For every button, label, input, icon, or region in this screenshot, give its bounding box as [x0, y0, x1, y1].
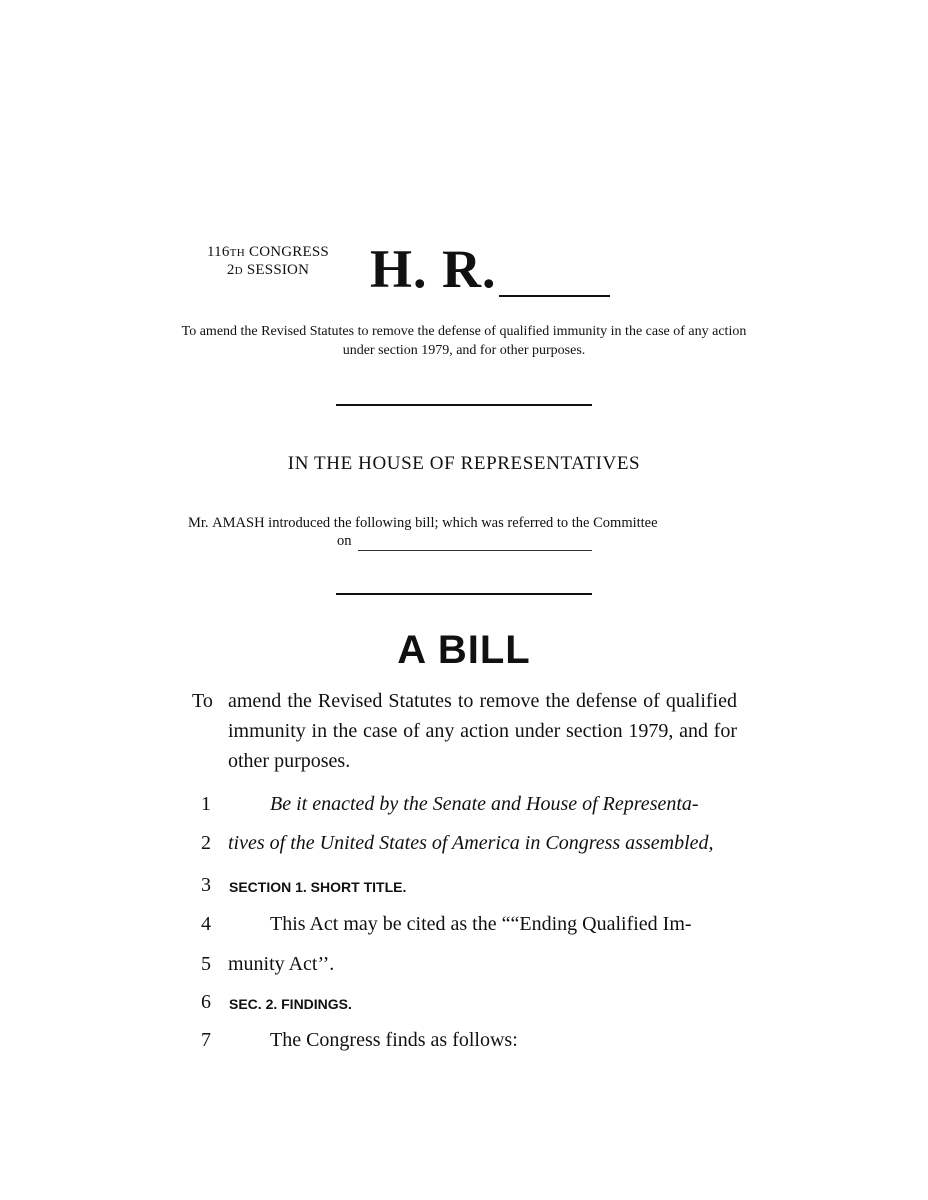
line-number: 5: [201, 953, 211, 975]
short-title-text: This Act may be cited as the ““Ending Qualified Im-: [270, 913, 692, 935]
congress-label: 116TH CONGRESS: [207, 244, 329, 260]
enacting-clause-line: Be it enacted by the Senate and House of Representa-: [270, 793, 699, 815]
divider: [336, 593, 592, 595]
line-number: 2: [201, 832, 211, 854]
line-number: 1: [201, 793, 211, 815]
section-heading: SECTION 1. SHORT TITLE.: [229, 879, 407, 895]
long-title-body: amend the Revised Statutes to remove the defense of qualified immunity in the case of any action under section 1979, and for other purposes.: [228, 690, 737, 772]
sponsor-prefix: Mr.: [188, 515, 209, 531]
bill-summary: To amend the Revised Statutes to remove the defense of qualified immunity in the case of any action under section 1979, and for other purposes.: [181, 324, 747, 358]
bill-designation: H. R.: [370, 239, 497, 299]
introduction-text: introduced the following bill; which was referred to the Committee: [268, 515, 658, 531]
line-number: 3: [201, 874, 211, 896]
short-title-text: munity Act’’.: [228, 953, 335, 975]
introduction-statement: [188, 514, 740, 533]
section-heading: SEC. 2. FINDINGS.: [229, 996, 352, 1012]
divider: [336, 404, 592, 406]
line-number: 4: [201, 913, 211, 935]
committee-on-label: on: [337, 533, 352, 549]
line-number: 7: [201, 1029, 211, 1051]
chamber-heading: IN THE HOUSE OF REPRESENTATIVES: [287, 453, 641, 474]
bill-heading: A BILL: [397, 628, 531, 672]
sponsor-name: AMASH: [212, 515, 265, 531]
session-label: 2D SESSION: [226, 262, 310, 278]
enacting-clause-line: tives of the United States of America in Congress assembled,: [228, 832, 714, 854]
committee-blank: [358, 550, 592, 551]
bill-number-blank: [499, 295, 610, 297]
long-title-to: To: [192, 690, 213, 712]
congress-session: [192, 244, 344, 280]
findings-intro: The Congress finds as follows:: [270, 1029, 518, 1051]
line-number: 6: [201, 991, 211, 1013]
long-title: [192, 686, 737, 776]
